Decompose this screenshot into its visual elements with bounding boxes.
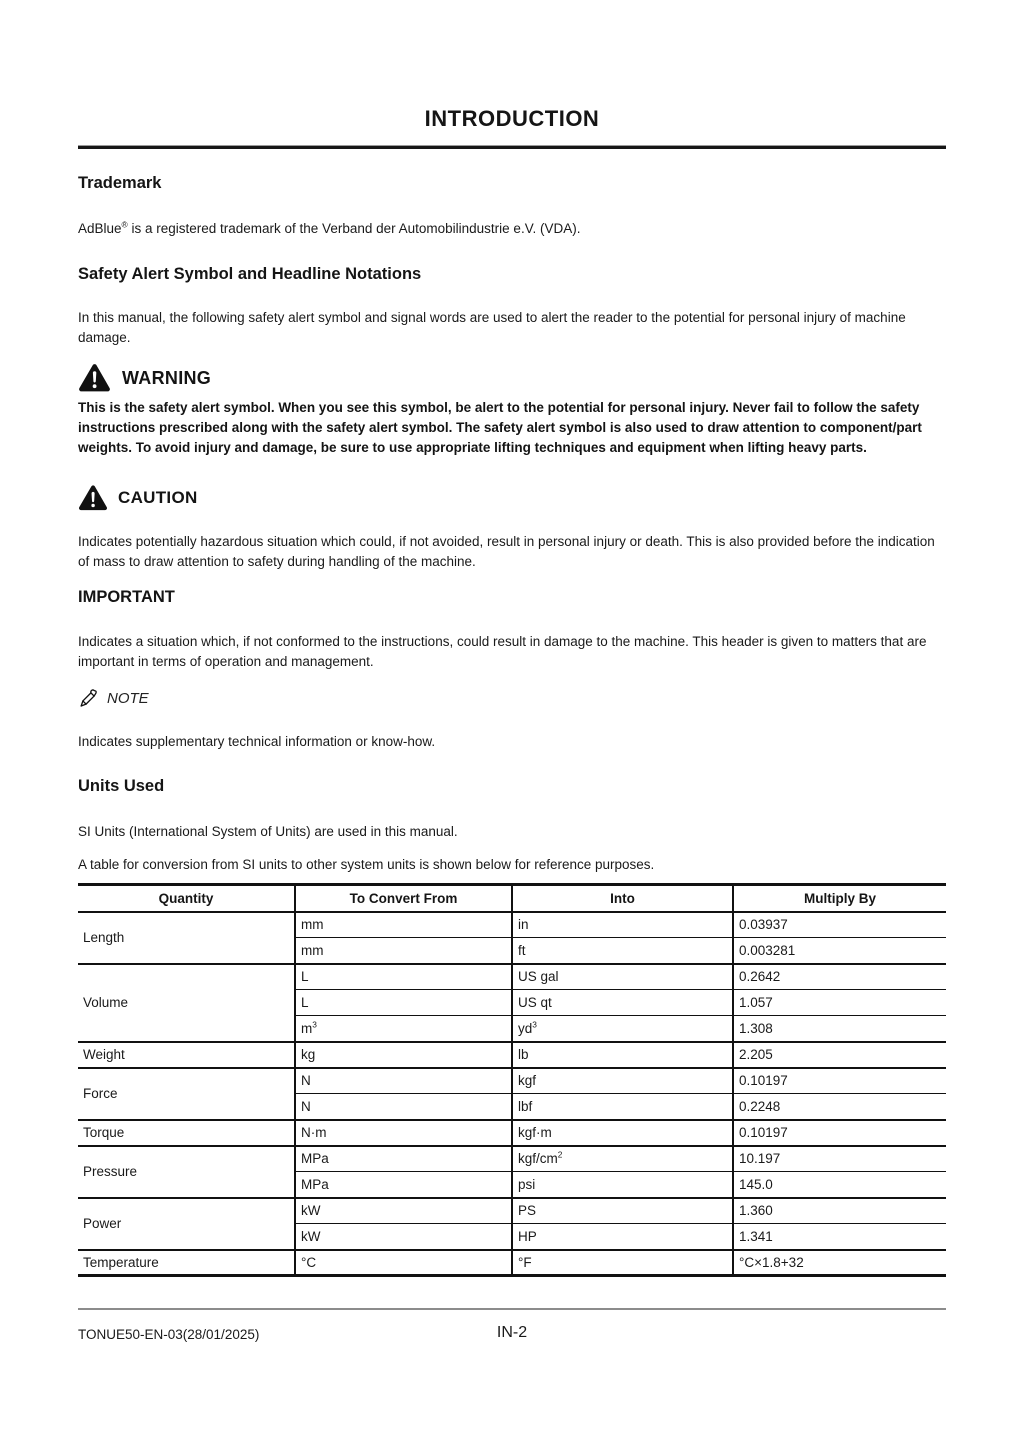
from-cell: °C bbox=[295, 1250, 512, 1276]
table-row bbox=[78, 1250, 946, 1276]
from-cell: L bbox=[295, 964, 512, 990]
trademark-text bbox=[78, 219, 946, 239]
into-cell: kgf/$cm^2$ bbox=[512, 1146, 733, 1172]
quantity-cell: Torque bbox=[78, 1120, 295, 1146]
from-cell: MPa bbox=[295, 1146, 512, 1172]
from-cell: N bbox=[295, 1068, 512, 1094]
conversion-table bbox=[78, 883, 946, 1277]
from-cell: kg bbox=[295, 1042, 512, 1068]
table-row bbox=[78, 1042, 946, 1068]
th-quantity: Quantity bbox=[78, 885, 295, 912]
th-multiply-by: Multiply By bbox=[733, 885, 946, 912]
into-cell: US gal bbox=[512, 964, 733, 990]
factor-cell: 0.03937 bbox=[733, 912, 946, 938]
from-cell: mm bbox=[295, 912, 512, 938]
from-cell: kW bbox=[295, 1224, 512, 1250]
factor-cell: 0.10197 bbox=[733, 1120, 946, 1146]
warning-label: WARNING bbox=[122, 367, 212, 388]
footer-doc-code: TONUE50-EN-03(28/01/2025) bbox=[78, 1327, 260, 1342]
factor-cell: 1.360 bbox=[733, 1198, 946, 1224]
quantity-cell: Power bbox=[78, 1198, 295, 1250]
note-header bbox=[78, 687, 946, 709]
table-row bbox=[78, 1146, 946, 1172]
conversion-table-header-row bbox=[78, 885, 946, 912]
quantity-cell: Weight bbox=[78, 1042, 295, 1068]
table-row bbox=[78, 1198, 946, 1224]
registered-mark: ® bbox=[121, 219, 128, 230]
factor-cell: 145.0 bbox=[733, 1172, 946, 1198]
caution-label: CAUTION bbox=[118, 488, 198, 507]
important-heading: IMPORTANT bbox=[78, 588, 175, 606]
factor-cell: 10.197 bbox=[733, 1146, 946, 1172]
pencil-icon bbox=[78, 688, 99, 709]
trademark-product: AdBlue bbox=[78, 221, 122, 236]
warning-header bbox=[78, 363, 946, 393]
from-cell: $m^3$ bbox=[295, 1016, 512, 1042]
footer-page-number: IN-2 bbox=[496, 1324, 528, 1341]
into-cell: in bbox=[512, 912, 733, 938]
into-cell: kgf·m bbox=[512, 1120, 733, 1146]
units-line2: A table for conversion from SI units to other system units is shown below for reference purposes. bbox=[78, 857, 655, 872]
from-cell: kW bbox=[295, 1198, 512, 1224]
table-row bbox=[78, 1120, 946, 1146]
from-cell: N·m bbox=[295, 1120, 512, 1146]
caution-body: Indicates potentially hazardous situation which could, if not avoided, result in personal injury or death. This is also provided before the indication of mass to draw attention to safety during handling of the machine. bbox=[78, 534, 935, 569]
from-cell: N bbox=[295, 1094, 512, 1120]
quantity-cell: Volume bbox=[78, 964, 295, 1042]
factor-cell: °C×1.8+32 bbox=[733, 1250, 946, 1276]
quantity-cell: Temperature bbox=[78, 1250, 295, 1276]
footer bbox=[78, 1324, 946, 1344]
title-divider bbox=[78, 145, 946, 149]
factor-cell: 0.003281 bbox=[733, 938, 946, 964]
units-line1: SI Units (International System of Units) are used in this manual. bbox=[78, 824, 458, 839]
footer-divider bbox=[78, 1308, 946, 1310]
important-body: Indicates a situation which, if not conformed to the instructions, could result in damage to the machine. This header is given to matters that are important in terms of operation and management. bbox=[78, 634, 927, 669]
trademark-heading: Trademark bbox=[78, 174, 162, 192]
conversion-table-body bbox=[78, 912, 946, 1276]
units-heading: Units Used bbox=[78, 777, 165, 795]
th-to-convert-from: To Convert From bbox=[295, 885, 512, 912]
table-row bbox=[78, 912, 946, 938]
safety-heading: Safety Alert Symbol and Headline Notations bbox=[78, 265, 422, 283]
warning-triangle-icon bbox=[78, 484, 108, 512]
quantity-cell: Pressure bbox=[78, 1146, 295, 1198]
into-cell: US qt bbox=[512, 990, 733, 1016]
factor-cell: 1.341 bbox=[733, 1224, 946, 1250]
into-cell: lbf bbox=[512, 1094, 733, 1120]
th-into: Into bbox=[512, 885, 733, 912]
from-cell: mm bbox=[295, 938, 512, 964]
into-cell: PS bbox=[512, 1198, 733, 1224]
into-cell: lb bbox=[512, 1042, 733, 1068]
into-cell: psi bbox=[512, 1172, 733, 1198]
table-row bbox=[78, 964, 946, 990]
quantity-cell: Force bbox=[78, 1068, 295, 1120]
caution-header bbox=[78, 483, 946, 513]
into-cell: $yd^3$ bbox=[512, 1016, 733, 1042]
factor-cell: 0.2642 bbox=[733, 964, 946, 990]
from-cell: MPa bbox=[295, 1172, 512, 1198]
page-title: INTRODUCTION bbox=[424, 106, 600, 131]
from-cell: L bbox=[295, 990, 512, 1016]
warning-body: This is the safety alert symbol. When you see this symbol, be alert to the potential for personal injury. Never fail to follow the safety instructions prescribed along with the safety alert symbol. The safety alert symbol is also used to draw attention to component/part weights. To avoid injury and damage, be sure to use appropriate lifting techniques and equipment when lifting heavy parts. bbox=[78, 400, 922, 455]
factor-cell: 0.10197 bbox=[733, 1068, 946, 1094]
safety-intro-text: In this manual, the following safety alert symbol and signal words are used to alert the reader to the potential for personal injury of machine damage. bbox=[78, 310, 906, 345]
factor-cell: 0.2248 bbox=[733, 1094, 946, 1120]
factor-cell: 2.205 bbox=[733, 1042, 946, 1068]
note-label: NOTE bbox=[107, 689, 149, 707]
factor-cell: 1.057 bbox=[733, 990, 946, 1016]
quantity-cell: Length bbox=[78, 912, 295, 964]
warning-triangle-icon bbox=[78, 363, 111, 393]
into-cell: HP bbox=[512, 1224, 733, 1250]
trademark-text-rest: is a registered trademark of the Verband der Automobilindustrie e.V. (VDA). bbox=[127, 221, 581, 236]
table-row bbox=[78, 1068, 946, 1094]
into-cell: °F bbox=[512, 1250, 733, 1276]
note-body: Indicates supplementary technical information or know-how. bbox=[78, 734, 436, 749]
into-cell: ft bbox=[512, 938, 733, 964]
factor-cell: 1.308 bbox=[733, 1016, 946, 1042]
into-cell: kgf bbox=[512, 1068, 733, 1094]
